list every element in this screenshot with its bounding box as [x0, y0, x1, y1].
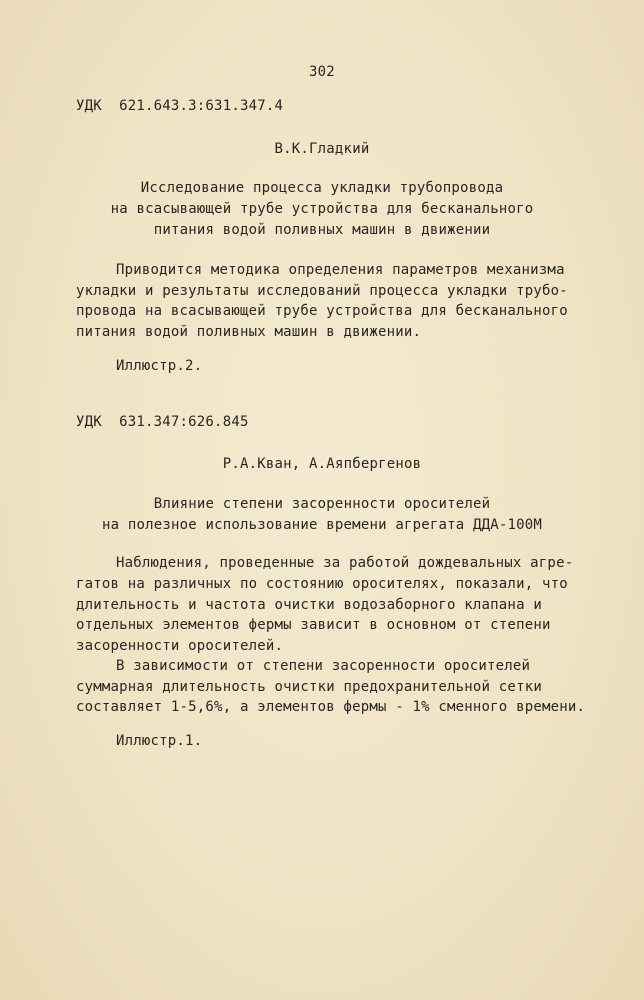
article-title-1-line-2: на всасывающей трубе устройства для бесканального: [110, 201, 534, 217]
illustrations-note-1: Иллюстр.2.: [116, 358, 203, 374]
authors-2: Р.А.Кван, А.Аяпбергенов: [222, 456, 422, 472]
udk-code-2: УДК 631.347:626.845: [76, 414, 249, 430]
article-title-2-line-1: Влияние степени засоренности оросителей: [153, 496, 491, 512]
abstract-1-line-4: питания водой поливных машин в движении.: [76, 324, 422, 340]
abstract-1-line-3: провода на всасывающей трубе устройства для бесканального: [76, 303, 568, 319]
abstract-2-line-2: гатов на различных по состоянию оросителях, показали, что: [76, 576, 568, 592]
abstract-1-line-1: Приводится методика определения параметров механизма: [116, 262, 565, 278]
abstract-2-line-5: засоренности оросителей.: [76, 638, 284, 654]
udk-code-1: УДК 621.643.3:631.347.4: [76, 98, 284, 114]
abstract-2-line-3: длительность и частота очистки водозаборного клапана и: [76, 597, 542, 613]
abstract-2-line-7: суммарная длительность очистки предохранительной сетки: [76, 679, 542, 695]
illustrations-note-2: Иллюстр.1.: [116, 733, 203, 749]
article-title-1-line-1: Исследование процесса укладки трубопровода: [140, 180, 504, 196]
abstract-2-line-8: составляет 1-5,6%, а элементов фермы - 1% сменного времени.: [76, 699, 586, 715]
abstract-2-line-1: Наблюдения, проведенные за работой дождевальных агре-: [116, 555, 574, 571]
article-title-1-line-3: питания водой поливных машин в движении: [153, 222, 491, 238]
abstract-2-line-4: отдельных элементов фермы зависит в основном от степени: [76, 617, 551, 633]
abstract-1-line-2: укладки и результаты исследований процесса укладки трубо-: [76, 283, 568, 299]
abstract-2-line-6: В зависимости от степени засоренности оросителей: [116, 658, 531, 674]
authors-1: В.К.Гладкий: [274, 141, 370, 157]
page-number: 302: [309, 64, 335, 80]
article-title-2-line-2: на полезное использование времени агрегата ДДА-100М: [101, 517, 543, 533]
